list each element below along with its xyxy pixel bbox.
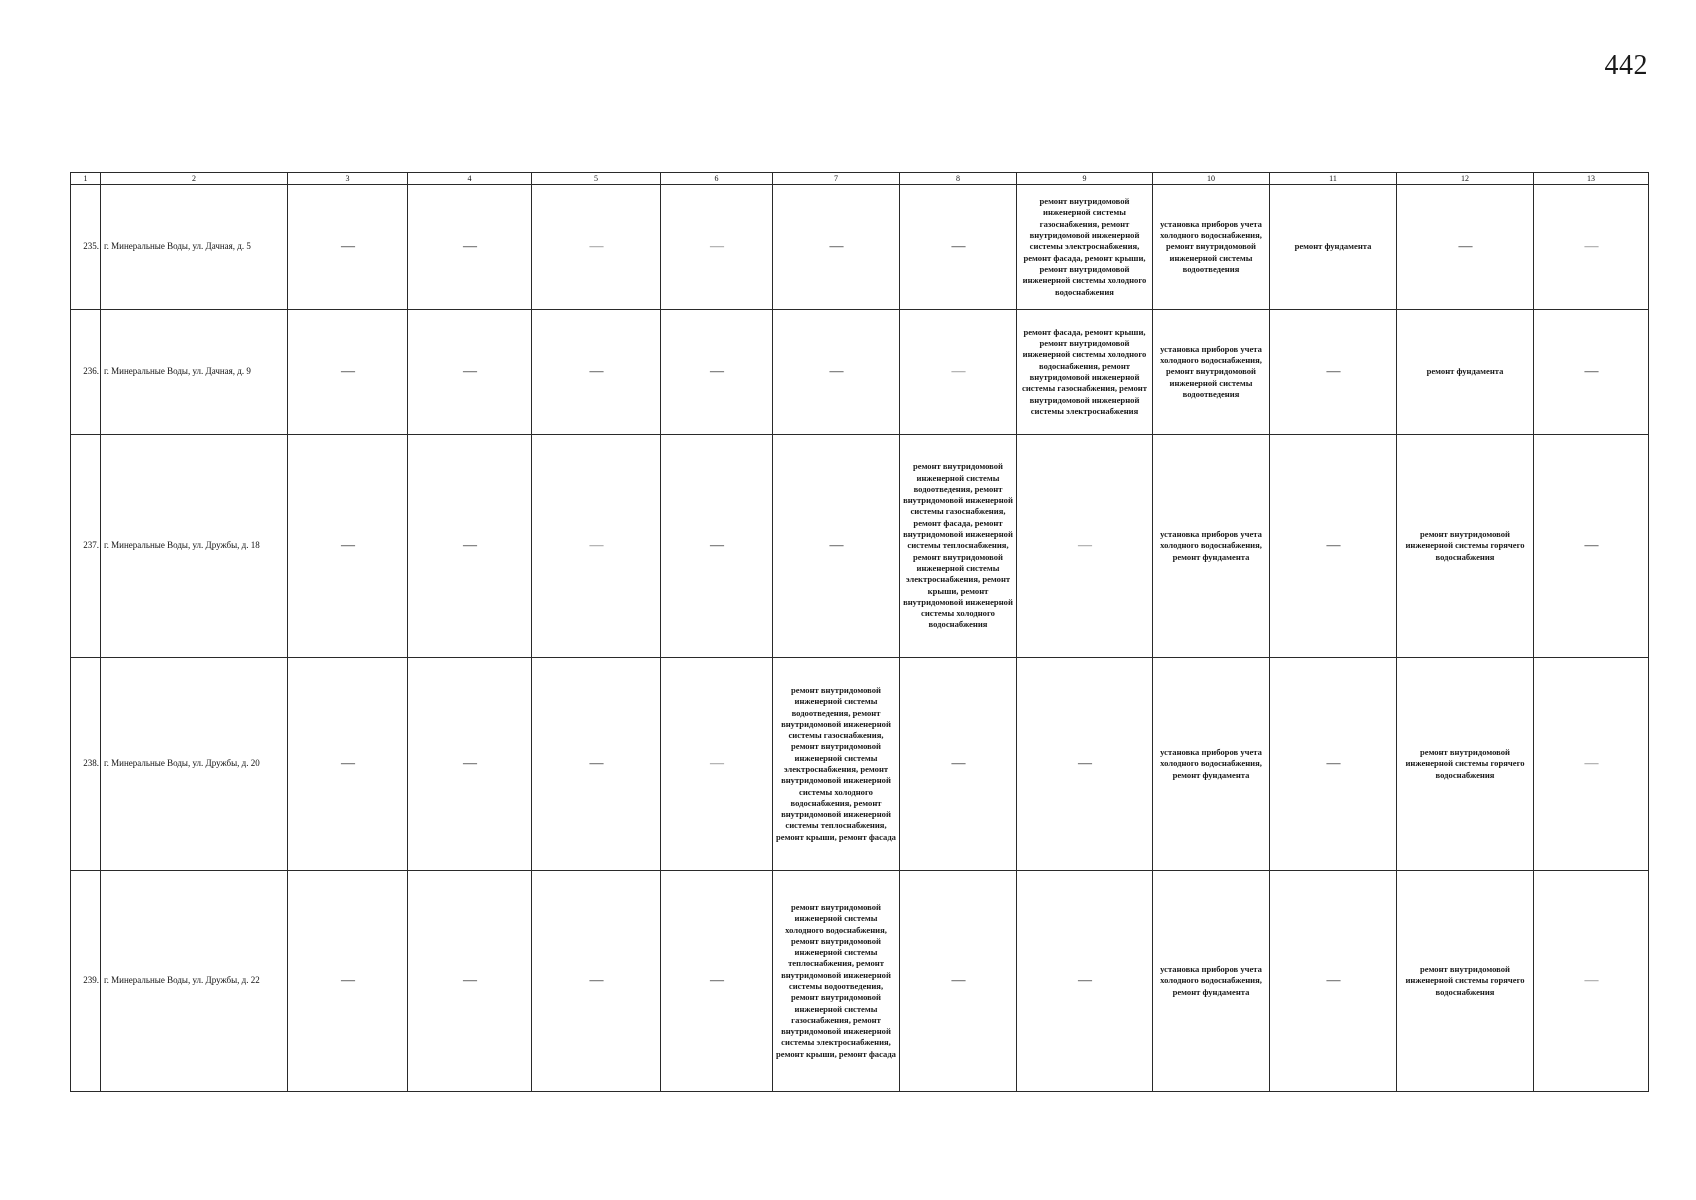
table-cell [1534, 185, 1649, 310]
empty-dash: — [463, 755, 476, 771]
empty-dash: — [589, 755, 603, 771]
table-cell [1017, 185, 1153, 310]
table-row [71, 435, 1649, 658]
column-header: 13 [1534, 173, 1649, 185]
row-address: г. Минеральные Воды, ул. Дачная, д. 5 [101, 185, 288, 310]
table-cell [900, 435, 1017, 658]
empty-dash: — [463, 537, 476, 553]
table-cell [1270, 435, 1397, 658]
row-address: г. Минеральные Воды, ул. Дружбы, д. 18 [101, 435, 288, 658]
table-cell [408, 310, 532, 435]
empty-dash: — [710, 537, 723, 553]
work-list: ремонт внутридомовой инженерной системы горячего водоснабжения [1405, 964, 1525, 997]
work-list: ремонт внутридомовой инженерной системы газоснабжения, ремонт внутридомовой инженерной системы электроснабжения, ремонт фасада, ремонт крыши, ремонт внутридомовой инженерной системы холодного водоснабжения [1022, 196, 1147, 297]
table-cell [288, 658, 408, 871]
table-cell [1017, 871, 1153, 1092]
column-header: 5 [532, 173, 661, 185]
column-header: 4 [408, 173, 532, 185]
column-number-row [71, 173, 1649, 185]
table-cell [773, 435, 900, 658]
column-header: 11 [1270, 173, 1397, 185]
table-cell [408, 871, 532, 1092]
table-cell [532, 435, 661, 658]
table-cell [1153, 871, 1270, 1092]
empty-dash: — [1326, 972, 1340, 988]
empty-dash: — [589, 537, 603, 553]
empty-dash: — [1584, 755, 1598, 771]
table-cell [532, 871, 661, 1092]
table-cell [1017, 658, 1153, 871]
column-header: 12 [1397, 173, 1534, 185]
table-cell [1397, 871, 1534, 1092]
table-cell [773, 310, 900, 435]
table-cell [900, 871, 1017, 1092]
empty-dash: — [463, 238, 476, 254]
empty-dash: — [829, 238, 843, 254]
empty-dash: — [1078, 972, 1091, 988]
table-cell [1270, 185, 1397, 310]
empty-dash: — [1584, 238, 1598, 254]
table-cell [288, 871, 408, 1092]
row-address: г. Минеральные Воды, ул. Дружбы, д. 22 [101, 871, 288, 1092]
table-cell [1017, 310, 1153, 435]
empty-dash: — [1584, 537, 1598, 553]
table-cell [288, 310, 408, 435]
work-list: ремонт внутридомовой инженерной системы водоотведения, ремонт внутридомовой инженерной системы газоснабжения, ремонт внутридомовой инженерной системы электроснабжения, ремонт внутридомовой инженерной системы холодного водоснабжения, ремонт внутридомовой инженерной системы теплоснабжения, ремонт крыши, ремонт фасада [776, 684, 896, 842]
work-list: установка приборов учета холодного водоснабжения, ремонт внутридомовой инженерной системы водоотведения [1160, 218, 1262, 274]
column-header: 2 [101, 173, 288, 185]
row-address: г. Минеральные Воды, ул. Дачная, д. 9 [101, 310, 288, 435]
empty-dash: — [341, 537, 354, 553]
row-number: 236. [71, 310, 101, 435]
repair-schedule-table [70, 172, 1649, 1092]
table-cell [1153, 658, 1270, 871]
column-header: 9 [1017, 173, 1153, 185]
table-cell [408, 658, 532, 871]
empty-dash: — [463, 363, 476, 379]
table-cell [661, 435, 773, 658]
empty-dash: — [589, 972, 603, 988]
table-cell [1397, 658, 1534, 871]
empty-dash: — [829, 537, 843, 553]
table-cell [288, 185, 408, 310]
table-cell [1534, 871, 1649, 1092]
table-cell [1153, 435, 1270, 658]
empty-dash: — [951, 363, 965, 379]
table-cell [532, 658, 661, 871]
table-cell [1270, 658, 1397, 871]
table-cell [1534, 658, 1649, 871]
work-list: ремонт внутридомовой инженерной системы водоотведения, ремонт внутридомовой инженерной системы газоснабжения, ремонт фасада, ремонт внутридомовой инженерной системы теплоснабжения, ремонт внутридомовой инженерной системы электроснабжения, ремонт крыши, ремонт внутридомовой инженерной системы холодного водоснабжения [903, 461, 1013, 630]
work-list: ремонт внутридомовой инженерной системы холодного водоснабжения, ремонт внутридомовой инженерной системы теплоснабжения, ремонт внутридомовой инженерной системы водоотведения, ремонт внутридомовой инженерной системы газоснабжения, ремонт внутридомовой инженерной системы электроснабжения, ремонт крыши, ремонт фасада [776, 901, 896, 1059]
table-cell [1153, 185, 1270, 310]
empty-dash: — [1078, 537, 1091, 553]
row-number: 237. [71, 435, 101, 658]
empty-dash: — [341, 363, 354, 379]
table-cell [900, 185, 1017, 310]
table-cell [1397, 435, 1534, 658]
work-list: установка приборов учета холодного водоснабжения, ремонт внутридомовой инженерной системы водоотведения [1160, 343, 1262, 399]
empty-dash: — [829, 363, 843, 379]
row-number: 239. [71, 871, 101, 1092]
table-cell [1534, 435, 1649, 658]
empty-dash: — [951, 972, 965, 988]
row-number: 235. [71, 185, 101, 310]
empty-dash: — [463, 972, 476, 988]
work-list: установка приборов учета холодного водоснабжения, ремонт фундамента [1160, 529, 1262, 562]
empty-dash: — [951, 238, 965, 254]
work-list: ремонт внутридомовой инженерной системы горячего водоснабжения [1405, 529, 1525, 562]
table-cell [661, 310, 773, 435]
empty-dash: — [1458, 238, 1472, 254]
table-row [71, 310, 1649, 435]
column-header: 1 [71, 173, 101, 185]
row-address: г. Минеральные Воды, ул. Дружбы, д. 20 [101, 658, 288, 871]
empty-dash: — [1326, 363, 1340, 379]
table-cell [661, 871, 773, 1092]
work-list: ремонт внутридомовой инженерной системы горячего водоснабжения [1405, 747, 1525, 780]
empty-dash: — [710, 238, 723, 254]
table-cell [408, 435, 532, 658]
table-cell [408, 185, 532, 310]
work-list: ремонт фундамента [1426, 366, 1504, 377]
table-cell [1397, 185, 1534, 310]
empty-dash: — [341, 755, 354, 771]
column-header: 3 [288, 173, 408, 185]
empty-dash: — [710, 755, 723, 771]
table-row [71, 871, 1649, 1092]
empty-dash: — [589, 238, 603, 254]
table-cell [1270, 871, 1397, 1092]
table-cell [661, 658, 773, 871]
column-header: 7 [773, 173, 900, 185]
page-number: 442 [1604, 50, 1648, 81]
work-list: установка приборов учета холодного водоснабжения, ремонт фундамента [1160, 747, 1262, 780]
empty-dash: — [1584, 363, 1598, 379]
column-header: 8 [900, 173, 1017, 185]
empty-dash: — [341, 238, 354, 254]
work-list: установка приборов учета холодного водоснабжения, ремонт фундамента [1160, 964, 1262, 997]
table-cell [900, 310, 1017, 435]
table-cell [532, 310, 661, 435]
table-cell [288, 435, 408, 658]
table-cell [1534, 310, 1649, 435]
table-cell [773, 658, 900, 871]
empty-dash: — [1326, 755, 1340, 771]
empty-dash: — [710, 972, 723, 988]
table-cell [773, 871, 900, 1092]
table-row [71, 658, 1649, 871]
table-cell [1397, 310, 1534, 435]
table-cell [900, 658, 1017, 871]
table-cell [1153, 310, 1270, 435]
row-number: 238. [71, 658, 101, 871]
empty-dash: — [1584, 972, 1598, 988]
empty-dash: — [589, 363, 603, 379]
column-header: 6 [661, 173, 773, 185]
empty-dash: — [341, 972, 354, 988]
table-cell [661, 185, 773, 310]
table-cell [1270, 310, 1397, 435]
empty-dash: — [1326, 537, 1340, 553]
work-list: ремонт фасада, ремонт крыши, ремонт внутридомовой инженерной системы холодного водоснабжения, ремонт внутридомовой инженерной системы газоснабжения, ремонт внутридомовой инженерной системы электроснабжения [1022, 326, 1147, 416]
table-row [71, 185, 1649, 310]
column-header: 10 [1153, 173, 1270, 185]
table-cell [1017, 435, 1153, 658]
table-cell [532, 185, 661, 310]
work-list: ремонт фундамента [1294, 241, 1372, 252]
empty-dash: — [951, 755, 965, 771]
empty-dash: — [710, 363, 723, 379]
table-cell [773, 185, 900, 310]
empty-dash: — [1078, 755, 1091, 771]
